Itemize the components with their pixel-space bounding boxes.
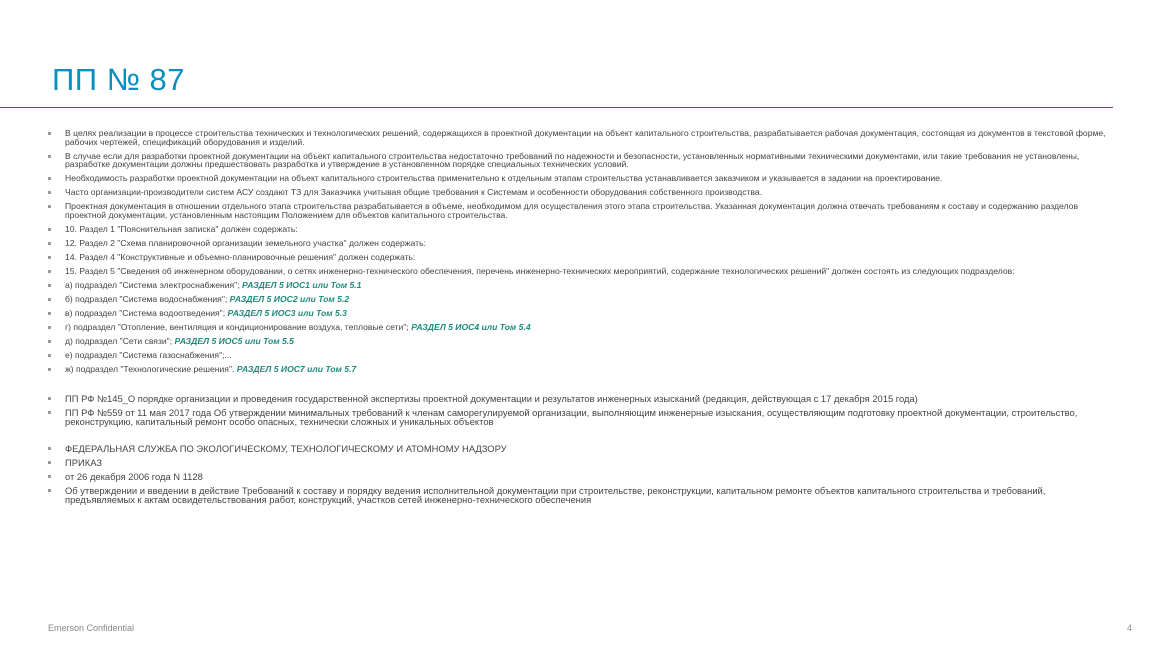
item-text: В целях реализации в процессе строительства технических и технологических решений, содержащихся в проектной документации на объект капитального строительства, разрабатывается рабочая документация, состоящая из документов в текстовой форме, рабочих чертежей, спецификаций оборудования и изделий. xyxy=(65,128,1106,147)
item-text: от 26 декабря 2006 года N 1128 xyxy=(65,470,203,482)
list-item xyxy=(44,202,1108,219)
item-text: 14. Раздел 4 "Конструктивные и объемно-планировочные решения" должен содержать: xyxy=(65,251,416,262)
section-reference: РАЗДЕЛ 5 ИОС4 или Том 5.4 xyxy=(411,321,531,332)
section-reference: РАЗДЕЛ 5 ИОС5 или Том 5.5 xyxy=(174,335,294,346)
item-text: 15. Раздел 5 "Сведения об инженерном оборудовании, о сетях инженерно-технического обеспечения, перечень инженерно-технических мероприятий, содержание технологических решений" должен состоять из следующих подразделов: xyxy=(65,265,1015,276)
item-text: в) подраздел "Система водоотведения"; xyxy=(65,307,228,318)
slide-content xyxy=(44,129,1108,509)
section-reference: РАЗДЕЛ 5 ИОС2 или Том 5.2 xyxy=(229,293,350,304)
item-text: Проектная документация в отношении отдельного этапа строительства разрабатывается в объеме, необходимом для осуществления этого этапа строительства. Указанная документация должна отвечать требованиям к составу и содержанию разделов проектной документации, установленным настоящим Положением для объектов капитального строительства. xyxy=(65,201,1079,220)
list-item xyxy=(44,337,1108,346)
section-reference: РАЗДЕЛ 5 ИОС1 или Том 5.1 xyxy=(242,279,362,290)
item-text: ПП РФ №145_О порядке организации и проведения государственной экспертизы проектной документации и результатов инженерных изысканий (редакция, действующая с 17 декабря 2015 года) xyxy=(65,392,918,404)
list-item xyxy=(44,188,1108,197)
requirements-list xyxy=(44,129,1108,373)
item-text: ПП РФ №559 от 11 мая 2017 года Об утверждении минимальных требований к членам саморегулируемой организации, выполняющим инженерные изыскания, осуществляющим подготовку проектной документации, строительство, реконструкцию, капитальный ремонт особо опасных, технически сложных и уникальных объектов xyxy=(65,406,1078,427)
list-item xyxy=(44,408,1108,426)
item-text: Об утверждении и введении в действие Требований к составу и порядку ведения исполнительной документации при строительстве, реконструкции, капитальном ремонте объектов капитального строительства и требований, предъявляемых к актам освидетельствования работ, конструкций, участков сетей инженерно-технического обеспечения xyxy=(65,484,1046,505)
item-text: ФЕДЕРАЛЬНАЯ СЛУЖБА ПО ЭКОЛОГИЧЕСКОМУ, ТЕХНОЛОГИЧЕСКОМУ И АТОМНОМУ НАДЗОРУ xyxy=(65,442,507,454)
list-item xyxy=(44,239,1108,248)
list-item xyxy=(44,309,1108,318)
footer-confidential: Emerson Confidential xyxy=(48,623,135,633)
item-text: г) подраздел "Отопление, вентиляция и кондиционирование воздуха, тепловые сети"; xyxy=(65,321,412,332)
item-text: В случае если для разработки проектной документации на объект капитального строительства недостаточно требований по надежности и безопасности, установленных нормативными техническими документами, или такие требования не установлены, разработке документации должны предшествовать разработка и утверждение в установленном порядке специальных технических условий. xyxy=(65,150,1080,170)
list-item xyxy=(44,444,1108,453)
list-item xyxy=(44,129,1108,146)
list-item xyxy=(44,281,1108,290)
item-text: Часто организации-производители систем АСУ создают ТЗ для Заказчика учитывая общие требования к Системам и особенности оборудования собственного производства. xyxy=(65,187,763,198)
list-item xyxy=(44,152,1108,169)
page-number: 4 xyxy=(1127,623,1133,633)
title-divider xyxy=(0,107,1113,108)
regulations-list xyxy=(44,394,1108,426)
item-text: 10. Раздел 1 "Пояснительная записка" должен содержать: xyxy=(65,223,298,234)
list-item xyxy=(44,323,1108,332)
list-item xyxy=(44,267,1108,276)
list-item xyxy=(44,253,1108,262)
order-list xyxy=(44,444,1108,504)
slide-title: ПП № 87 xyxy=(52,62,186,97)
section-reference: РАЗДЕЛ 5 ИОС7 или Том 5.7 xyxy=(236,363,357,374)
item-text: ПРИКАЗ xyxy=(65,456,103,468)
list-item xyxy=(44,486,1108,504)
section-reference: РАЗДЕЛ 5 ИОС3 или Том 5.3 xyxy=(227,307,347,318)
list-item xyxy=(44,394,1108,403)
item-text: Необходимость разработки проектной документации на объект капитального строительства применительно к отдельным этапам строительства устанавливается заказчиком и указывается в задании на проектирование. xyxy=(65,173,943,184)
list-item xyxy=(44,458,1108,467)
list-item xyxy=(44,295,1108,304)
item-text: ж) подраздел "Технологические решения". xyxy=(65,363,237,374)
item-text: е) подраздел "Система газоснабжения";... xyxy=(65,349,232,360)
item-text: д) подраздел "Сети связи"; xyxy=(65,335,175,346)
item-text: а) подраздел "Система электроснабжения"; xyxy=(65,279,243,290)
item-text: 12. Раздел 2 "Схема планировочной организации земельного участка" должен содержать: xyxy=(65,237,426,248)
list-item xyxy=(44,365,1108,374)
list-item xyxy=(44,174,1108,183)
item-text: б) подраздел "Система водоснабжения"; xyxy=(65,293,230,304)
list-item xyxy=(44,472,1108,481)
list-item xyxy=(44,351,1108,360)
list-item xyxy=(44,225,1108,234)
